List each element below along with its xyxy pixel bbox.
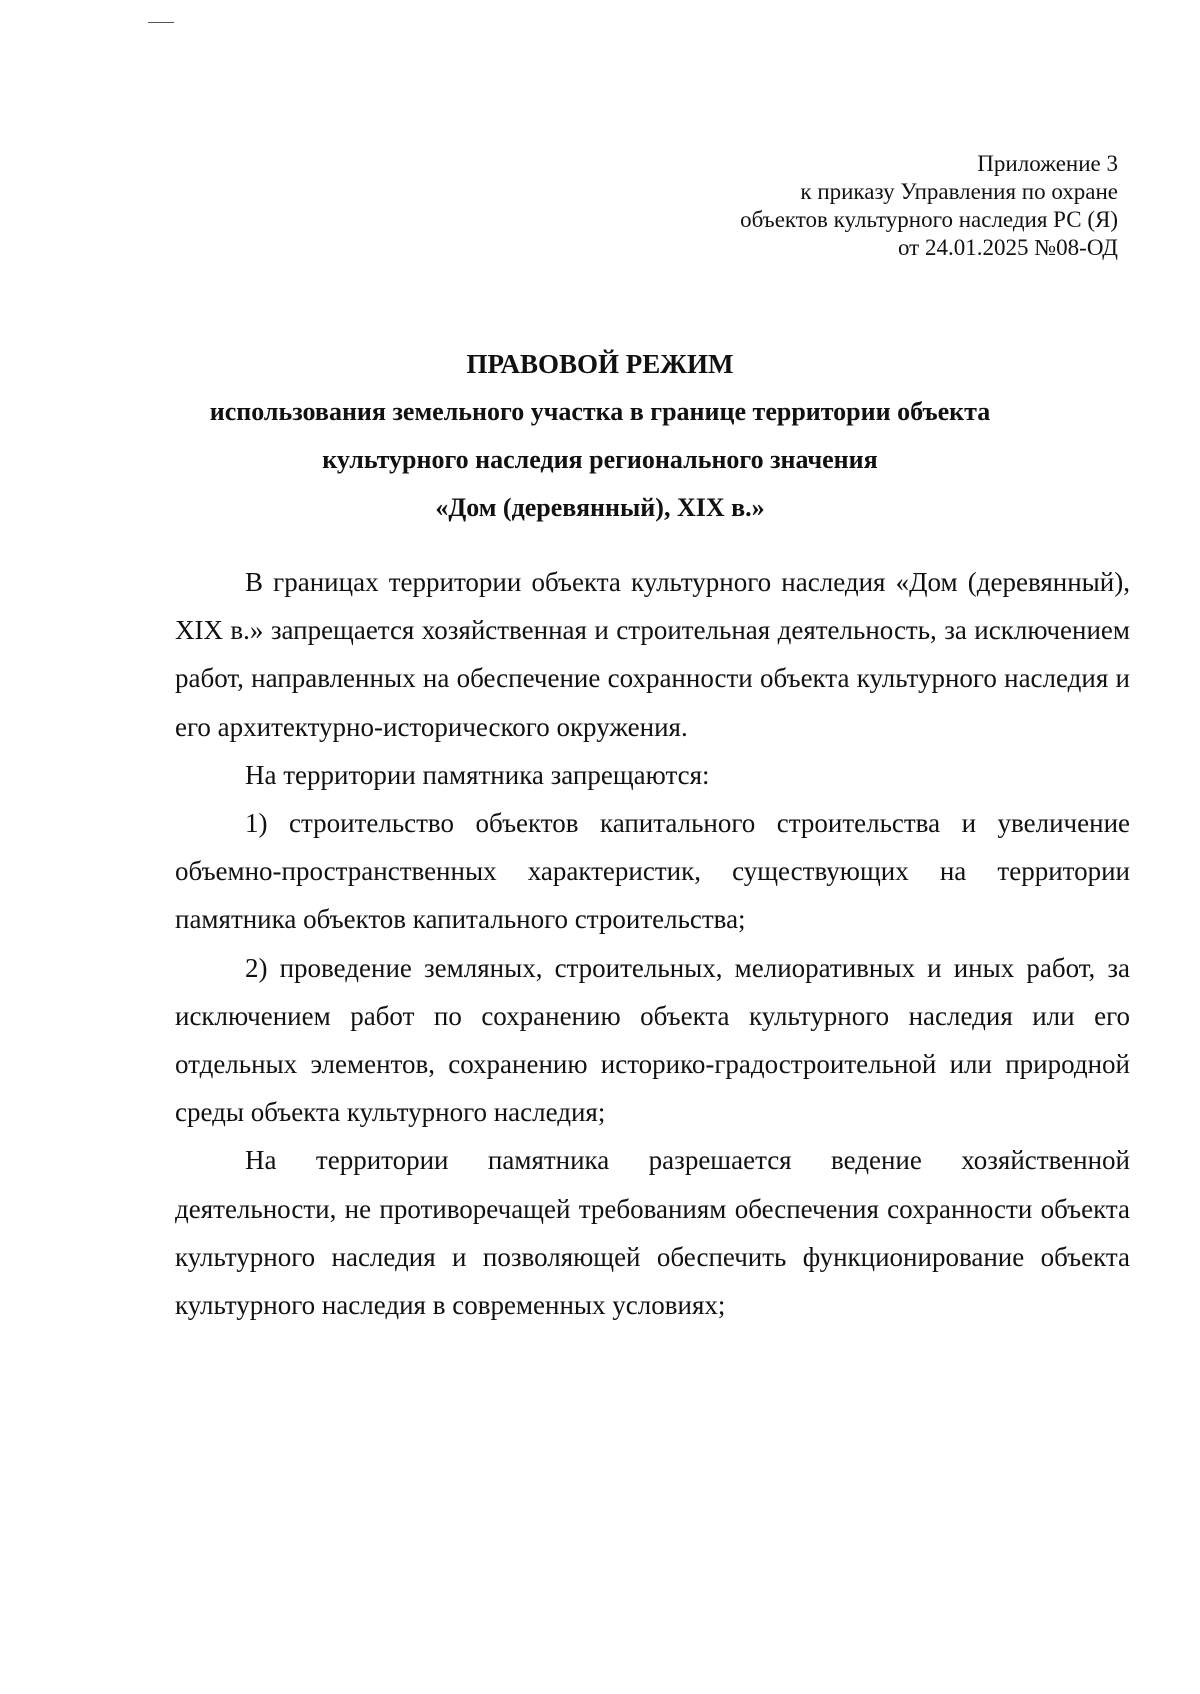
appendix-header (740, 150, 1118, 262)
paragraph-prohibition-general: В границах территории объекта культурного наследия «Дом (деревянный), XIX в.» запрещается хозяйственная и строительная деятельность, за исключением работ, направленных на обеспечение сохранности объекта культурного наследия и его архитектурно-исторического окружения. (175, 567, 1130, 742)
paragraph-permitted-activity: На территории памятника разрешается ведение хозяйственной деятельности, не противоречащей требованиям обеспечения сохранности объекта культурного наследия и позволяющей обеспечить функционирование объекта культурного наследия в современных условиях; (175, 1145, 1130, 1321)
title-line-1: использования земельного участка в границе территории объекта (209, 397, 991, 426)
paragraph-item-2: 2) проведение земляных, строительных, мелиоративных и иных работ, за исключением работ по сохранению объекта культурного наследия или его отдельных элементов, сохранению историко-градостроительной или природной среды объекта культурного наследия; (175, 952, 1130, 1128)
document-title (100, 340, 1100, 532)
title-main: ПРАВОВОЙ РЕЖИМ (466, 349, 734, 379)
paragraph-prohibited-list-intro: На территории памятника запрещаются: (245, 759, 710, 790)
appendix-date-number: от 24.01.2025 №08-ОД (897, 235, 1118, 260)
appendix-number: Приложение 3 (977, 151, 1118, 176)
scan-corner-mark (148, 22, 174, 23)
paragraph-item-1: 1) строительство объектов капитального строительства и увеличение объемно-пространственных характеристик, существующих на территории памятника объектов капитального строительства; (175, 808, 1130, 935)
appendix-authority: объектов культурного наследия РС (Я) (740, 207, 1118, 232)
title-line-3: «Дом (деревянный), XIX в.» (435, 493, 765, 522)
appendix-order-ref: к приказу Управления по охране (800, 179, 1118, 204)
title-line-2: культурного наследия регионального значения (322, 445, 878, 474)
document-body (175, 558, 1130, 1329)
